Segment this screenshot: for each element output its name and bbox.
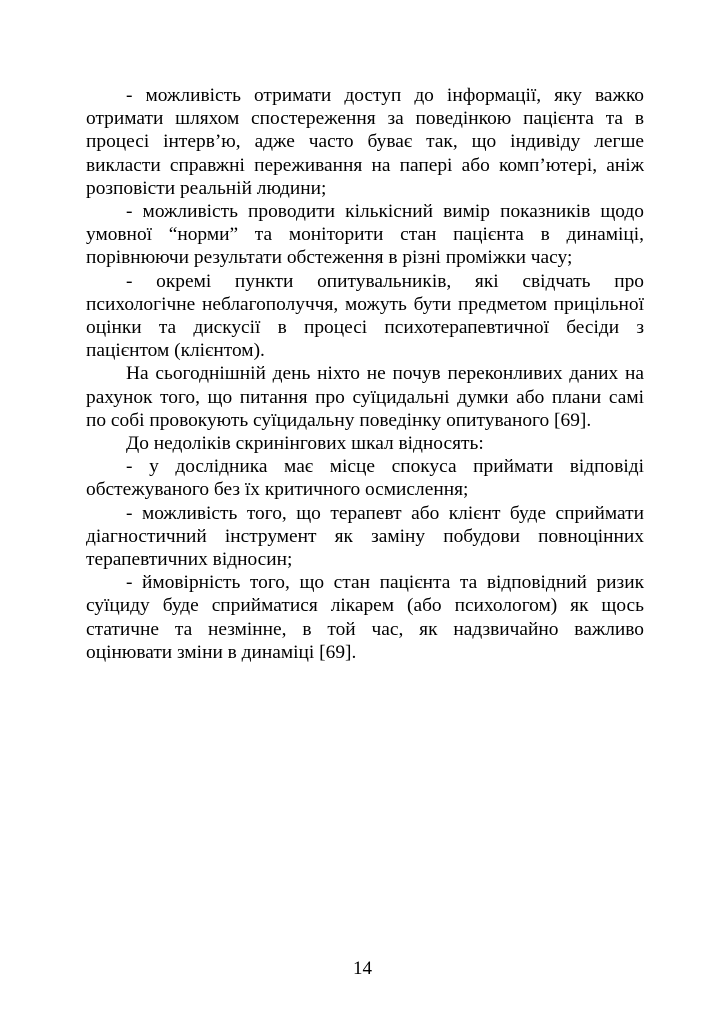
body-text — [86, 84, 644, 664]
paragraph-disadvantage-replacement: - можливість того, що терапевт або клієнт буде сприймати діагностичний інструмент як заміну побудови повноцінних терапевтичних відносин; — [86, 502, 644, 571]
paragraph-disadvantage-temptation: - у дослідника має місце спокуса приймати відповіді обстежуваного без їх критичного осмислення; — [86, 456, 644, 501]
paragraph-advantage-quantitative: - можливість проводити кількісний вимір показників щодо умовної “норми” та моніторити стан пацієнта в динаміці, порівнюючи результати обстеження в різні проміжки часу; — [86, 201, 644, 269]
paragraph-advantage-access-info: - можливість отримати доступ до інформації, яку важко отримати шляхом спостереження за поведінкою пацієнта та в процесі інтерв’ю, адже часто буває так, що індивіду легше викласти справжні переживання на папері або комп’ютері, аніж розповісти реальній людини; — [86, 85, 644, 199]
paragraph-advantage-items: - окремі пункти опитувальників, які свідчать про психологічне неблагополуччя, можуть бути предметом прицільної оцінки та дискусії в процесі психотерапевтичної бесіди з пацієнтом (клієнтом). — [86, 270, 644, 362]
paragraph-disadvantage-static: - ймовірність того, що стан пацієнта та відповідний ризик суїциду буде сприйматися лікарем (або психологом) як щось статичне та незмінне, в той час, як надзвичайно важливо оцінювати зміни в динаміці [69]. — [86, 572, 644, 663]
paragraph-no-evidence: На сьогоднішній день ніхто не почув переконливих даних на рахунок того, що питання про суїцидальні думки або плани самі по собі провокують суїцидальну поведінку опитуваного [69]. — [86, 363, 644, 431]
page-number: 14 — [353, 958, 372, 979]
paragraph-disadvantages-heading: До недоліків скринінгових шкал відносять: — [126, 433, 484, 455]
